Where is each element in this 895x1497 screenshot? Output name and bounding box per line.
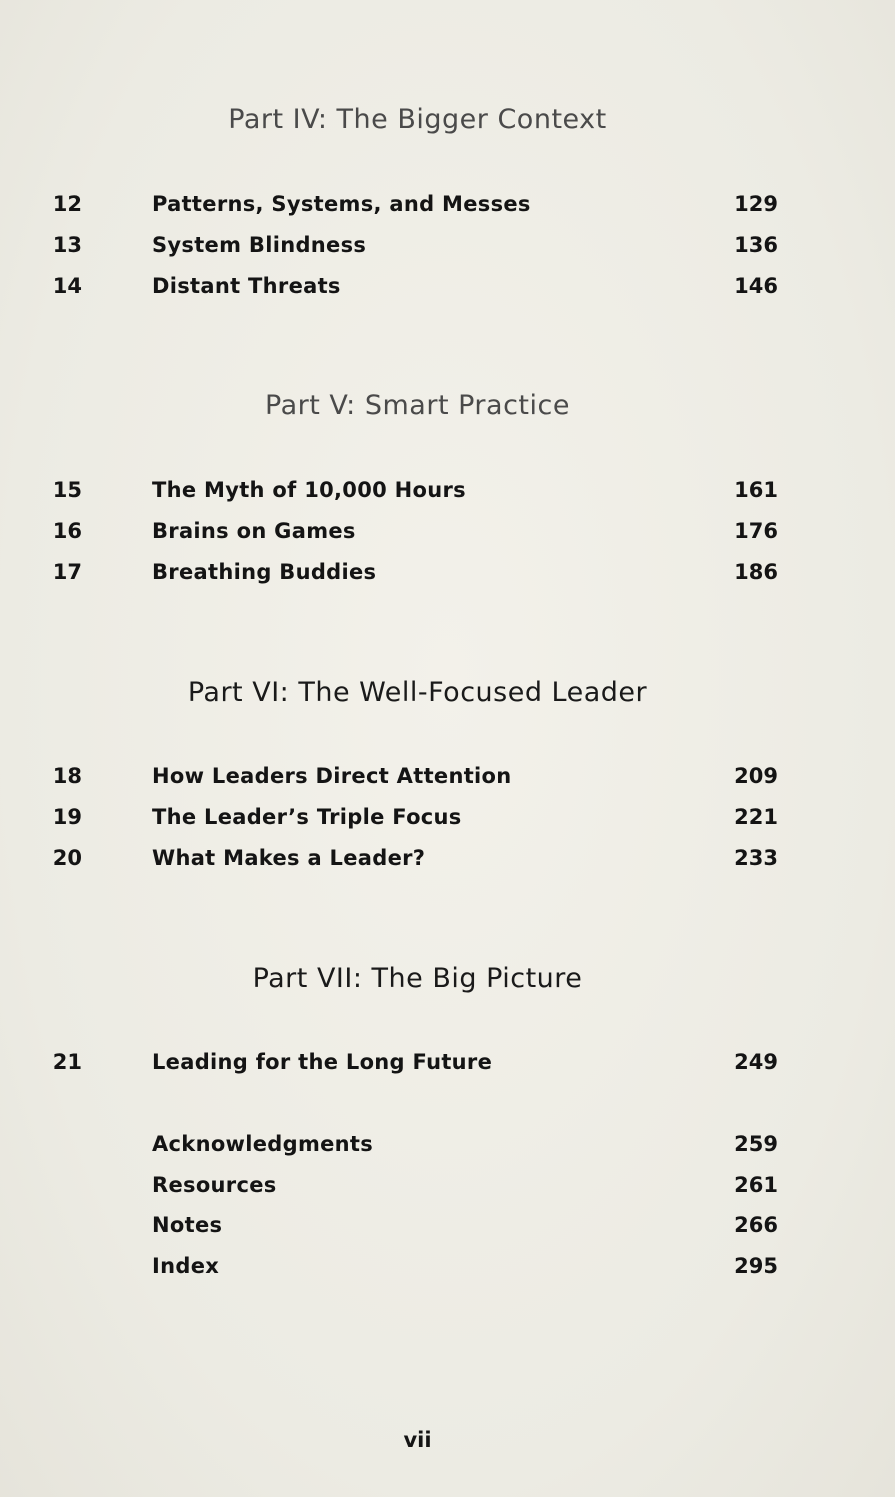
part-iv-heading: Part IV: The Bigger Context bbox=[228, 104, 607, 135]
chapter-title: What Makes a Leader? bbox=[152, 846, 426, 870]
toc-row bbox=[0, 1213, 895, 1247]
chapter-title: Brains on Games bbox=[152, 519, 356, 543]
chapter-page: 209 bbox=[734, 764, 778, 788]
chapter-title: The Myth of 10,000 Hours bbox=[152, 478, 466, 502]
toc-row bbox=[0, 846, 895, 880]
chapter-page: 129 bbox=[734, 192, 778, 216]
chapter-page: 146 bbox=[734, 274, 778, 298]
toc-row bbox=[0, 560, 895, 594]
part-v-heading: Part V: Smart Practice bbox=[265, 390, 570, 421]
toc-row bbox=[0, 1132, 895, 1166]
chapter-number: 21 bbox=[52, 1050, 82, 1074]
chapter-page: 221 bbox=[734, 805, 778, 829]
toc-row bbox=[0, 1173, 895, 1207]
toc-row bbox=[0, 233, 895, 267]
toc-row bbox=[0, 764, 895, 798]
toc-row bbox=[0, 478, 895, 512]
toc-row bbox=[0, 1254, 895, 1288]
toc-row bbox=[0, 274, 895, 308]
toc-row bbox=[0, 519, 895, 553]
chapter-page: 161 bbox=[734, 478, 778, 502]
chapter-page: 186 bbox=[734, 560, 778, 584]
chapter-number: 15 bbox=[52, 478, 82, 502]
chapter-number: 16 bbox=[52, 519, 82, 543]
part-vii-heading: Part VII: The Big Picture bbox=[252, 963, 583, 994]
toc-row bbox=[0, 805, 895, 839]
chapter-title: Leading for the Long Future bbox=[152, 1050, 493, 1074]
back-matter-title: Notes bbox=[152, 1213, 223, 1237]
chapter-page: 136 bbox=[734, 233, 778, 257]
chapter-number: 17 bbox=[52, 560, 82, 584]
back-matter-title: Index bbox=[152, 1254, 220, 1278]
page-number: vii bbox=[403, 1428, 432, 1452]
chapter-number: 12 bbox=[52, 192, 82, 216]
chapter-title: How Leaders Direct Attention bbox=[152, 764, 512, 788]
chapter-number: 14 bbox=[52, 274, 82, 298]
chapter-title: The Leader’s Triple Focus bbox=[152, 805, 462, 829]
back-matter-page: 266 bbox=[734, 1213, 778, 1237]
back-matter-page: 261 bbox=[734, 1173, 778, 1197]
chapter-title: System Blindness bbox=[152, 233, 367, 257]
toc-row bbox=[0, 192, 895, 226]
chapter-page: 233 bbox=[734, 846, 778, 870]
chapter-number: 18 bbox=[52, 764, 82, 788]
chapter-number: 19 bbox=[52, 805, 82, 829]
chapter-title: Breathing Buddies bbox=[152, 560, 377, 584]
back-matter-title: Resources bbox=[152, 1173, 277, 1197]
toc-row bbox=[0, 1050, 895, 1084]
chapter-number: 20 bbox=[52, 846, 82, 870]
chapter-title: Distant Threats bbox=[152, 274, 341, 298]
part-vi-heading: Part VI: The Well-Focused Leader bbox=[187, 677, 648, 708]
chapter-number: 13 bbox=[52, 233, 82, 257]
back-matter-page: 259 bbox=[734, 1132, 778, 1156]
chapter-page: 176 bbox=[734, 519, 778, 543]
chapter-page: 249 bbox=[734, 1050, 778, 1074]
back-matter-title: Acknowledgments bbox=[152, 1132, 374, 1156]
back-matter-page: 295 bbox=[734, 1254, 778, 1278]
chapter-title: Patterns, Systems, and Messes bbox=[152, 192, 531, 216]
